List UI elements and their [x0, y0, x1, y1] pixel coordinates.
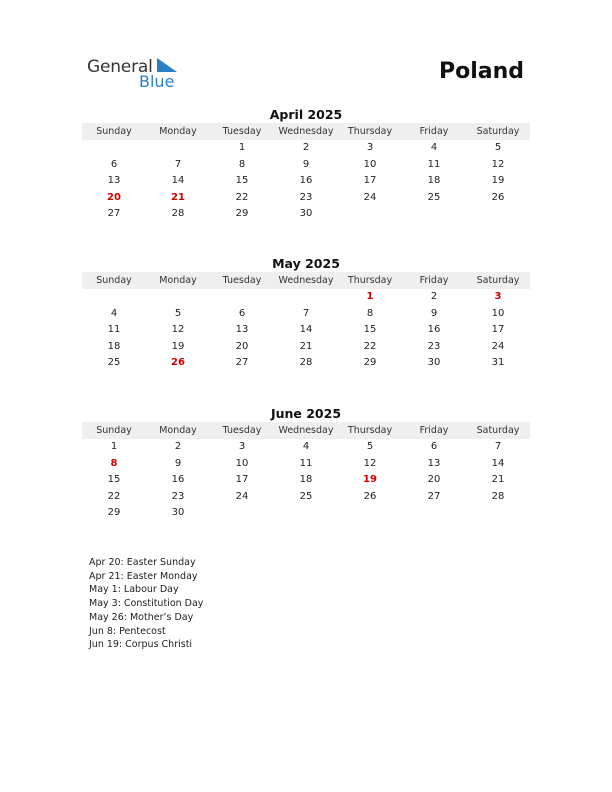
date-cell: 21	[491, 474, 505, 486]
weekday-label: Wednesday	[278, 126, 334, 137]
month-title: May 2025	[272, 256, 340, 271]
date-cell: 13	[235, 324, 249, 336]
date-cell	[402, 505, 466, 522]
date-cell	[146, 140, 210, 157]
date-cell: 29	[235, 208, 249, 220]
holiday-list	[89, 556, 203, 652]
date-cell: 12	[491, 158, 505, 170]
date-cell: 28	[171, 208, 185, 220]
date-cell: 27	[427, 490, 441, 502]
date-cell: 10	[235, 457, 249, 469]
date-cell: 28	[299, 357, 313, 369]
weekday-label: Saturday	[476, 126, 520, 137]
holiday-entry: Apr 20: Easter Sunday	[89, 557, 196, 568]
date-cell: 5	[366, 441, 374, 452]
holiday-entry: May 1: Labour Day	[89, 584, 179, 596]
holiday-date-cell: 1	[366, 291, 374, 302]
date-cell	[210, 289, 274, 306]
date-cell	[338, 206, 402, 223]
date-cell: 9	[174, 457, 182, 469]
date-cell: 4	[430, 142, 438, 153]
logo-text-general: General	[87, 57, 153, 77]
holiday-date-cell: 19	[363, 474, 377, 486]
date-cell	[82, 140, 146, 157]
week-row	[82, 289, 530, 306]
date-cell: 22	[363, 340, 377, 352]
month-title: June 2025	[270, 406, 342, 421]
country-title: Poland	[438, 59, 524, 84]
holiday-date-cell: 20	[107, 191, 121, 203]
week-row	[82, 140, 530, 157]
date-cell: 25	[107, 357, 121, 369]
date-cell: 1	[238, 142, 246, 153]
week-row	[82, 489, 530, 506]
date-cell: 5	[174, 307, 182, 319]
week-row	[82, 157, 530, 174]
date-cell: 8	[366, 307, 374, 319]
weekday-label: Tuesday	[222, 425, 262, 436]
date-cell: 14	[299, 324, 313, 336]
holiday-date-cell: 8	[110, 457, 118, 469]
date-cell: 30	[299, 208, 313, 220]
weekday-label: Saturday	[476, 425, 520, 436]
date-cell: 24	[235, 490, 249, 502]
date-cell: 4	[110, 307, 118, 319]
date-cell: 6	[110, 158, 118, 170]
date-cell	[274, 289, 338, 306]
date-cell: 11	[427, 158, 441, 170]
date-cell: 20	[235, 340, 249, 352]
date-cell: 7	[302, 307, 310, 319]
holiday-entry: May 3: Constitution Day	[89, 598, 204, 610]
date-cell: 25	[299, 490, 313, 502]
weekday-label: Monday	[159, 126, 197, 137]
date-cell: 18	[299, 474, 313, 486]
date-cell: 17	[363, 175, 377, 187]
date-cell: 17	[235, 474, 249, 486]
date-cell: 23	[427, 340, 441, 352]
weekday-label: Friday	[419, 425, 449, 436]
week-row	[82, 355, 530, 372]
date-cell: 14	[171, 175, 185, 187]
date-cell: 4	[302, 441, 310, 452]
holiday-entry: Apr 21: Easter Monday	[89, 570, 198, 582]
date-cell	[210, 505, 274, 522]
date-cell: 23	[299, 191, 313, 203]
weekday-label: Sunday	[96, 275, 132, 286]
date-cell: 12	[363, 457, 377, 469]
date-cell: 28	[491, 490, 505, 502]
date-cell: 10	[491, 307, 505, 319]
weekday-label: Monday	[159, 425, 197, 436]
weekday-label: Thursday	[347, 126, 393, 137]
date-cell: 22	[235, 191, 249, 203]
weekday-label: Tuesday	[222, 126, 262, 137]
weekday-label: Wednesday	[278, 425, 334, 436]
holiday-entry: Jun 8: Pentecost	[89, 625, 166, 637]
date-cell: 11	[107, 324, 121, 336]
month-title: April 2025	[269, 107, 343, 122]
date-cell: 6	[238, 307, 246, 319]
date-cell: 3	[366, 142, 374, 153]
date-cell	[466, 505, 530, 522]
week-row	[82, 339, 530, 356]
weekday-label: Sunday	[96, 126, 132, 137]
date-cell: 9	[302, 158, 310, 170]
date-cell: 6	[430, 441, 438, 452]
date-cell: 3	[238, 441, 246, 452]
weekday-header-row	[82, 123, 530, 140]
date-cell: 15	[363, 324, 377, 336]
month-calendar-april	[82, 106, 530, 223]
date-cell: 29	[363, 357, 377, 369]
date-cell: 15	[235, 175, 249, 187]
date-cell: 26	[363, 490, 377, 502]
date-cell: 14	[491, 457, 505, 469]
week-row	[82, 439, 530, 456]
date-cell: 9	[430, 307, 438, 319]
date-cell: 22	[107, 490, 121, 502]
date-cell: 29	[107, 507, 121, 519]
date-cell: 27	[107, 208, 121, 220]
date-cell: 24	[491, 340, 505, 352]
date-cell: 27	[235, 357, 249, 369]
date-cell: 31	[491, 357, 505, 369]
weekday-label: Thursday	[347, 425, 393, 436]
weekday-header-row	[82, 422, 530, 439]
week-row	[82, 456, 530, 473]
date-cell: 18	[427, 175, 441, 187]
date-cell: 15	[107, 474, 121, 486]
weekday-label: Friday	[419, 275, 449, 286]
month-calendar-may	[82, 255, 530, 372]
date-cell: 7	[174, 158, 182, 170]
weekday-label: Monday	[159, 275, 197, 286]
weekday-label: Friday	[419, 126, 449, 137]
date-cell: 16	[171, 474, 185, 486]
date-cell	[82, 289, 146, 306]
date-cell: 25	[427, 191, 441, 203]
date-cell	[338, 505, 402, 522]
date-cell: 10	[363, 158, 377, 170]
date-cell: 19	[171, 340, 185, 352]
date-cell: 23	[171, 490, 185, 502]
date-cell: 13	[427, 457, 441, 469]
weekday-label: Saturday	[476, 275, 520, 286]
date-cell: 30	[171, 507, 185, 519]
date-cell	[402, 206, 466, 223]
date-cell: 19	[491, 175, 505, 187]
date-cell: 17	[491, 324, 505, 336]
date-cell: 20	[427, 474, 441, 486]
week-row	[82, 322, 530, 339]
holiday-entry: May 26: Mother’s Day	[89, 611, 194, 623]
weekday-label: Sunday	[96, 425, 132, 436]
date-cell: 8	[238, 158, 246, 170]
weekday-label: Wednesday	[278, 275, 334, 286]
date-cell	[146, 289, 210, 306]
week-row	[82, 206, 530, 223]
week-row	[82, 306, 530, 323]
date-cell: 16	[427, 324, 441, 336]
date-cell	[466, 206, 530, 223]
weekday-label: Tuesday	[222, 275, 262, 286]
date-cell: 18	[107, 340, 121, 352]
holiday-entry: Jun 19: Corpus Christi	[89, 639, 193, 651]
week-row	[82, 190, 530, 207]
logo-triangle-icon	[157, 58, 177, 72]
date-cell: 13	[107, 175, 121, 187]
month-calendar-june	[82, 405, 530, 522]
week-row	[82, 472, 530, 489]
weekday-label: Thursday	[347, 275, 393, 286]
date-cell: 26	[491, 191, 505, 203]
date-cell: 24	[363, 191, 377, 203]
week-row	[82, 173, 530, 190]
date-cell: 2	[302, 142, 310, 153]
date-cell: 21	[299, 340, 313, 352]
date-cell: 7	[494, 441, 502, 452]
logo-text-blue: Blue	[139, 72, 175, 91]
date-cell: 30	[427, 357, 441, 369]
date-cell: 16	[299, 175, 313, 187]
date-cell: 2	[174, 441, 182, 452]
date-cell: 11	[299, 457, 313, 469]
holiday-date-cell: 26	[171, 357, 185, 369]
weekday-header-row	[82, 272, 530, 289]
holiday-date-cell: 3	[494, 291, 502, 302]
date-cell: 1	[110, 441, 118, 452]
date-cell: 2	[430, 291, 438, 302]
week-row	[82, 505, 530, 522]
date-cell: 12	[171, 324, 185, 336]
date-cell: 5	[494, 142, 502, 153]
holiday-date-cell: 21	[171, 191, 185, 203]
date-cell	[274, 505, 338, 522]
